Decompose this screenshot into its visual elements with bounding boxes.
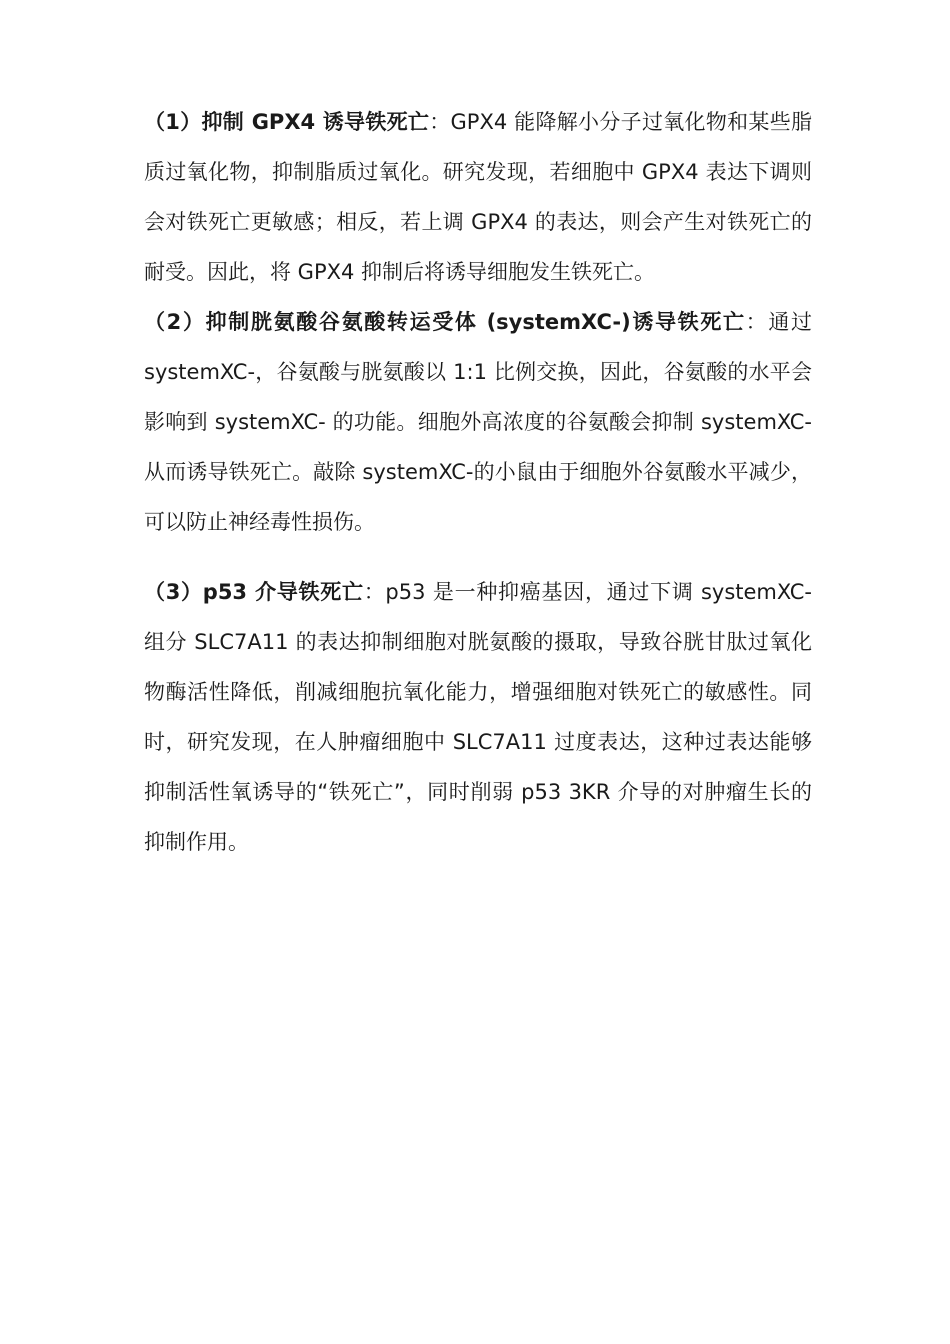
- document-body: [144, 97, 812, 867]
- heading-systemxc: （2）抑制胱氨酸谷氨酸转运受体 (systemXC-)诱导铁死亡: [144, 310, 746, 334]
- paragraph-p53: [144, 567, 812, 867]
- paragraph-systemxc: [144, 297, 812, 547]
- body-systemxc: ：通过 systemXC-，谷氨酸与胱氨酸以 1:1 比例交换，因此，谷氨酸的水平会影响到 systemXC- 的功能。细胞外高浓度的谷氨酸会抑制 systemXC-从而诱导铁死亡。敲除 systemXC-的小鼠由于细胞外谷氨酸水平减少，可以防止神经毒性损伤。: [144, 310, 813, 534]
- paragraph-gpx4: [144, 97, 812, 297]
- body-p53: ：p53 是一种抑癌基因，通过下调 systemXC-组分 SLC7A11 的表达抑制细胞对胱氨酸的摄取，导致谷胱甘肽过氧化物酶活性降低，削减细胞抗氧化能力，增强细胞对铁死亡的敏感性。同时，研究发现，在人肿瘤细胞中 SLC7A11 过度表达，这种过表达能够抑制活性氧诱导的“铁死亡”，同时削弱 p53 3KR 介导的对肿瘤生长的抑制作用。: [144, 580, 812, 854]
- body-gpx4: ：GPX4 能降解小分子过氧化物和某些脂质过氧化物，抑制脂质过氧化。研究发现，若细胞中 GPX4 表达下调则会对铁死亡更敏感；相反，若上调 GPX4 的表达，则会产生对铁死亡的耐受。因此，将 GPX4 抑制后将诱导细胞发生铁死亡。: [144, 110, 813, 284]
- heading-p53: （3）p53 介导铁死亡: [144, 580, 364, 604]
- heading-gpx4: （1）抑制 GPX4 诱导铁死亡: [144, 110, 430, 134]
